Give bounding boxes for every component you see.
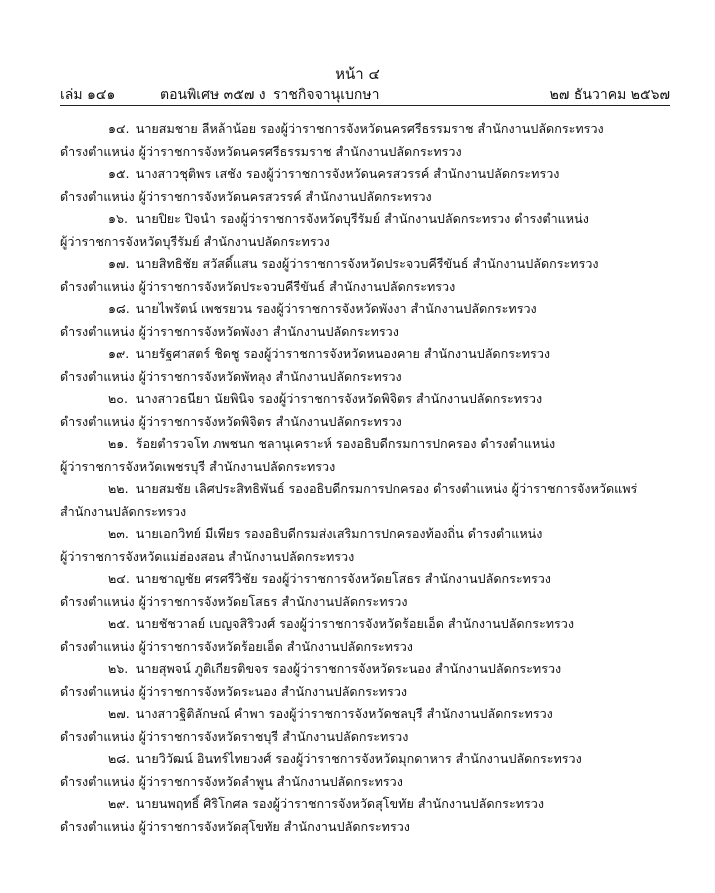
header-divider (60, 105, 670, 106)
entry-text-line1: นายไพรัตน์ เพชรยวน รองผู้ว่าราชการจังหวัดพังงา สำนักงานปลัดกระทรวง (135, 301, 537, 316)
appointment-entry (60, 163, 670, 208)
entry-text-line2: ดำรงตำแหน่ง ผู้ว่าราชการจังหวัดลำพูน สำนักงานปลัดกระทรวง (60, 773, 403, 789)
entry-text-line1: นายสุพจน์ ภูติเกียรติขจร รองผู้ว่าราชการจังหวัดระนอง สำนักงานปลัดกระทรวง (135, 661, 562, 676)
entry-text-line2: ผู้ว่าราชการจังหวัดเพชรบุรี สำนักงานปลัดกระทรวง (60, 458, 336, 474)
entry-text-line1: ร้อยตำรวจโท ภพชนก ชลานุเคราะห์ รองอธิบดีกรมการปกครอง ดำรงตำแหน่ง (135, 436, 556, 451)
entry-text-line1: นายรัฐศาสตร์ ชิดชู รองผู้ว่าราชการจังหวัดหนองคาย สำนักงานปลัดกระทรวง (135, 346, 551, 361)
appointment-entry (60, 568, 670, 613)
entry-number: ๒๔. (108, 571, 130, 586)
entry-text-line1: นายชัชวาลย์ เบญจสิริวงศ์ รองผู้ว่าราชการจังหวัดร้อยเอ็ด สำนักงานปลัดกระทรวง (135, 616, 575, 631)
entry-text-line2: ดำรงตำแหน่ง ผู้ว่าราชการจังหวัดยโสธร สำนักงานปลัดกระทรวง (60, 593, 408, 609)
appointment-entry (60, 433, 670, 478)
entry-text-line1: นายสิทธิชัย สวัสดิ์แสน รองผู้ว่าราชการจังหวัดประจวบคีรีขันธ์ สำนักงานปลัดกระทรวง (135, 256, 599, 271)
appointment-entry (60, 478, 670, 523)
entry-text-line1: นายปิยะ ปิจนำ รองผู้ว่าราชการจังหวัดบุรีรัมย์ สำนักงานปลัดกระทรวง ดำรงตำแหน่ง (135, 211, 589, 226)
document-body (60, 118, 670, 838)
appointment-entry (60, 613, 670, 658)
appointment-entry (60, 208, 670, 253)
volume-label: เล่ม ๑๔๑ (60, 87, 116, 103)
entry-number: ๒๖. (108, 661, 129, 676)
entry-number: ๑๕. (108, 166, 130, 181)
gazette-header (60, 84, 670, 104)
entry-number: ๒๘. (108, 751, 131, 766)
entry-text-line2: ผู้ว่าราชการจังหวัดแม่ฮ่องสอน สำนักงานปลัดกระทรวง (60, 548, 355, 564)
appointment-entry (60, 523, 670, 568)
entry-number: ๒๓. (108, 526, 129, 541)
entry-text-line2: ดำรงตำแหน่ง ผู้ว่าราชการจังหวัดประจวบคีรีขันธ์ สำนักงานปลัดกระทรวง (60, 278, 456, 294)
entry-text-line1: นางสาวธนียา นัยพินิจ รองผู้ว่าราชการจังหวัดพิจิตร สำนักงานปลัดกระทรวง (135, 391, 543, 406)
appointment-entry (60, 658, 670, 703)
entry-text-line2: ดำรงตำแหน่ง ผู้ว่าราชการจังหวัดพังงา สำนักงานปลัดกระทรวง (60, 323, 399, 339)
gazette-title: ราชกิจจานุเบกษา (273, 87, 380, 103)
entry-text-line1: นายวิวัฒน์ อินทร์ไทยวงศ์ รองผู้ว่าราชการจังหวัดมุกดาหาร สำนักงานปลัดกระทรวง (135, 751, 582, 766)
entry-text-line2: ดำรงตำแหน่ง ผู้ว่าราชการจังหวัดพิจิตร สำนักงานปลัดกระทรวง (60, 413, 402, 429)
entry-number: ๑๗. (108, 256, 130, 271)
appointment-entry (60, 343, 670, 388)
entry-text-line2: สำนักงานปลัดกระทรวง (60, 503, 187, 519)
entry-number: ๒๐. (108, 391, 128, 406)
entry-number: ๒๒. (108, 481, 129, 496)
entry-number: ๑๔. (108, 121, 130, 136)
entry-text-line1: นายชาญชัย ศรศรีวิชัย รองผู้ว่าราชการจังหวัดยโสธร สำนักงานปลัดกระทรวง (135, 571, 551, 586)
appointment-entry (60, 748, 670, 793)
entry-text-line2: ดำรงตำแหน่ง ผู้ว่าราชการจังหวัดสุโขทัย สำนักงานปลัดกระทรวง (60, 818, 410, 834)
entry-text-line1: นางสาวฐิติลักษณ์ คำพา รองผู้ว่าราชการจังหวัดชลบุรี สำนักงานปลัดกระทรวง (135, 706, 553, 721)
entry-number: ๒๑. (108, 436, 129, 451)
appointment-entry (60, 253, 670, 298)
publication-date: ๒๗ ธันวาคม ๒๕๖๗ (549, 87, 670, 103)
entry-text-line1: นายเอกวิทย์ มีเพียร รองอธิบดีกรมส่งเสริมการปกครองท้องถิ่น ดำรงตำแหน่ง (135, 526, 543, 541)
issue-label: ตอนพิเศษ ๓๕๗ ง (160, 87, 266, 103)
appointment-entry (60, 388, 670, 433)
entry-text-line1: นายสมชาย ลีหล้าน้อย รองผู้ว่าราชการจังหวัดนครศรีธรรมราช สำนักงานปลัดกระทรวง (135, 121, 604, 136)
entry-text-line2: ดำรงตำแหน่ง ผู้ว่าราชการจังหวัดราชบุรี สำนักงานปลัดกระทรวง (60, 728, 409, 744)
entry-number: ๑๙. (108, 346, 130, 361)
entry-text-line2: ดำรงตำแหน่ง ผู้ว่าราชการจังหวัดระนอง สำนักงานปลัดกระทรวง (60, 683, 408, 699)
entry-text-line2: ดำรงตำแหน่ง ผู้ว่าราชการจังหวัดพัทลุง สำนักงานปลัดกระทรวง (60, 368, 402, 384)
entry-text-line2: ดำรงตำแหน่ง ผู้ว่าราชการจังหวัดร้อยเอ็ด สำนักงานปลัดกระทรวง (60, 638, 413, 654)
appointment-entry (60, 793, 670, 838)
entry-number: ๒๗. (108, 706, 130, 721)
entry-number: ๒๙. (108, 796, 130, 811)
entry-text-line1: นายนพฤทธิ์ ศิริโกศล รองผู้ว่าราชการจังหวัดสุโขทัย สำนักงานปลัดกระทรวง (135, 796, 544, 811)
entry-text-line1: นายสมชัย เลิศประสิทธิพันธ์ รองอธิบดีกรมการปกครอง ดำรงตำแหน่ง ผู้ว่าราชการจังหวัดแพร่ (135, 481, 638, 496)
entry-number: ๑๘. (108, 301, 130, 316)
entry-number: ๑๖. (108, 211, 128, 226)
entry-number: ๒๕. (108, 616, 130, 631)
entry-text-line2: ดำรงตำแหน่ง ผู้ว่าราชการจังหวัดนครศรีธรรมราช สำนักงานปลัดกระทรวง (60, 143, 462, 159)
appointment-entry (60, 703, 670, 748)
entry-text-line2: ดำรงตำแหน่ง ผู้ว่าราชการจังหวัดนครสวรรค์ สำนักงานปลัดกระทรวง (60, 188, 432, 204)
page-number: หน้า ๔ (335, 65, 380, 83)
appointment-entry (60, 298, 670, 343)
entry-text-line1: นางสาวชุติพร เสชัง รองผู้ว่าราชการจังหวัดนครสวรรค์ สำนักงานปลัดกระทรวง (135, 166, 560, 181)
appointment-entry (60, 118, 670, 163)
entry-text-line2: ผู้ว่าราชการจังหวัดบุรีรัมย์ สำนักงานปลัดกระทรวง (60, 233, 330, 249)
